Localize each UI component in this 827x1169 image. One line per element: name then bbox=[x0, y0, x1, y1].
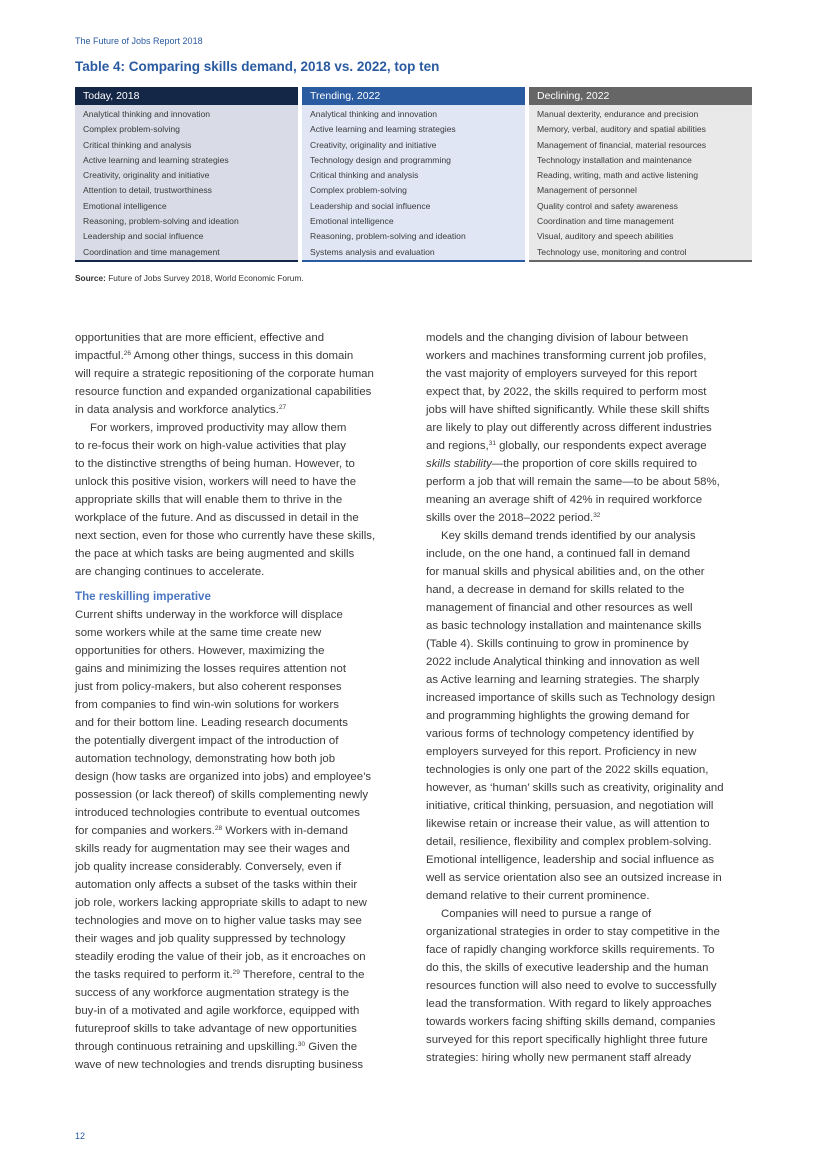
footnote-marker: 28 bbox=[214, 825, 223, 832]
skill-item: Critical thinking and analysis bbox=[83, 139, 192, 150]
line-text: their wages and job quality suppressed by technology bbox=[75, 933, 346, 945]
running-header: The Future of Jobs Report 2018 bbox=[75, 36, 203, 46]
text-line bbox=[75, 509, 403, 527]
line-text: organizational strategies in order to stay competitive in the bbox=[426, 926, 720, 938]
skill-item: Technology use, monitoring and control bbox=[537, 246, 687, 257]
text-line bbox=[426, 995, 754, 1013]
line-text: from companies to find win-win solutions for workers bbox=[75, 699, 339, 711]
line-text: skills over the 2018–2022 period. bbox=[426, 512, 594, 524]
skill-item: Reading, writing, math and active listening bbox=[537, 170, 698, 181]
skills-list-declining bbox=[529, 105, 752, 260]
footnote-marker: 32 bbox=[593, 512, 601, 519]
text-line bbox=[426, 563, 754, 581]
column-header-trending: Trending, 2022 bbox=[302, 87, 525, 105]
text-line bbox=[426, 797, 754, 815]
text-line bbox=[75, 768, 403, 786]
source-text: Future of Jobs Survey 2018, World Economic Forum. bbox=[108, 273, 304, 283]
text-line bbox=[426, 599, 754, 617]
line-text: jobs will have shifted significantly. While these skill shifts bbox=[426, 404, 710, 416]
line-text-continued: Among other things, success in this domain bbox=[130, 350, 354, 362]
line-text: futureproof skills to take advantage of new opportunities bbox=[75, 1023, 357, 1035]
text-line bbox=[426, 959, 754, 977]
line-text: for manual skills and physical abilities and, on the other bbox=[426, 566, 705, 578]
skill-item: Attention to detail, trustworthiness bbox=[83, 185, 212, 196]
skill-item: Analytical thinking and innovation bbox=[310, 109, 438, 119]
skill-item: Manual dexterity, endurance and precision bbox=[537, 109, 699, 119]
text-line bbox=[75, 347, 403, 365]
line-text: and regions, bbox=[426, 440, 489, 452]
text-line bbox=[426, 761, 754, 779]
line-text: various forms of technology competency identified by bbox=[426, 728, 694, 740]
text-line bbox=[426, 527, 754, 545]
text-line bbox=[75, 606, 403, 624]
text-line bbox=[426, 815, 754, 833]
line-text: demand relative to their current prominence. bbox=[426, 890, 650, 902]
text-line bbox=[426, 833, 754, 851]
line-text: (Table 4). Skills continuing to grow in prominence by bbox=[426, 638, 689, 650]
text-line bbox=[426, 581, 754, 599]
text-line bbox=[75, 545, 403, 563]
text-line bbox=[75, 365, 403, 383]
skill-item: Management of financial, material resources bbox=[537, 139, 707, 150]
text-line bbox=[426, 617, 754, 635]
text-line bbox=[426, 473, 754, 491]
text-line bbox=[75, 624, 403, 642]
line-text: 2022 include Analytical thinking and innovation as well bbox=[426, 656, 700, 668]
line-text: detail, resilience, flexibility and complex problem-solving. bbox=[426, 836, 712, 848]
text-line bbox=[75, 527, 403, 545]
line-text: automation only affects a subset of the tasks within their bbox=[75, 879, 358, 891]
line-text: technologies and move on to higher value tasks may see bbox=[75, 915, 362, 927]
text-line bbox=[426, 1031, 754, 1049]
skill-item: Reasoning, problem-solving and ideation bbox=[310, 231, 466, 242]
line-text: job role, workers lacking appropriate skills to adapt to new bbox=[75, 897, 367, 909]
text-line bbox=[75, 401, 403, 419]
line-text: technologies is only one part of the 2022 skills equation, bbox=[426, 764, 709, 776]
line-text: unlock this positive vision, workers will need to have the bbox=[75, 476, 357, 488]
text-line bbox=[426, 653, 754, 671]
skills-list-trending bbox=[302, 105, 525, 260]
line-text: will require a strategic repositioning of the corporate human bbox=[75, 368, 374, 380]
text-line bbox=[426, 455, 754, 473]
column-declining-2022 bbox=[529, 87, 752, 262]
line-text: the pace at which tasks are being augmented and skills bbox=[75, 548, 355, 560]
line-text: automation technology, demonstrating how both job bbox=[75, 753, 336, 765]
text-line bbox=[426, 725, 754, 743]
text-line bbox=[426, 545, 754, 563]
text-line bbox=[75, 642, 403, 660]
line-text: wave of new technologies and trends disrupting business bbox=[75, 1059, 364, 1071]
line-text: resource function and expanded organizational capabilities bbox=[75, 386, 372, 398]
text-line bbox=[426, 1013, 754, 1031]
text-line bbox=[426, 401, 754, 419]
column-header-today: Today, 2018 bbox=[75, 87, 298, 105]
text-line bbox=[75, 948, 403, 966]
text-line bbox=[75, 419, 403, 437]
line-text: employers surveyed for this report. Proficiency in new bbox=[426, 746, 697, 758]
text-line bbox=[426, 365, 754, 383]
line-text: do this, the skills of executive leadership and the human bbox=[426, 962, 709, 974]
text-line bbox=[75, 894, 403, 912]
skill-item: Active learning and learning strategies bbox=[310, 124, 456, 135]
footnote-marker: 27 bbox=[278, 404, 287, 411]
line-text: to re-focus their work on high-value activities that play bbox=[75, 440, 346, 452]
line-text: introduced technologies contribute to eventual outcomes bbox=[75, 807, 360, 819]
text-line bbox=[75, 678, 403, 696]
text-line bbox=[75, 804, 403, 822]
text-line bbox=[75, 858, 403, 876]
line-text: face of rapidly changing workforce skills requirements. To bbox=[426, 944, 715, 956]
line-text: increased importance of skills such as Technology design bbox=[426, 692, 716, 704]
line-text-continued: globally, our respondents expect average bbox=[495, 440, 707, 452]
text-line bbox=[426, 851, 754, 869]
line-text: possession (or lack thereof) of skills complementing newly bbox=[75, 789, 369, 801]
text-line bbox=[75, 984, 403, 1002]
section-heading bbox=[75, 587, 403, 606]
line-text: in data analysis and workforce analytics. bbox=[75, 404, 279, 416]
body-column-right bbox=[426, 329, 754, 1067]
text-line bbox=[75, 1038, 403, 1056]
line-text-continued: Workers with in-demand bbox=[222, 825, 348, 837]
skill-item: Creativity, originality and initiative bbox=[83, 170, 210, 181]
line-text: the potentially divergent impact of the introduction of bbox=[75, 735, 339, 747]
text-line bbox=[75, 1020, 403, 1038]
skill-item: Technology design and programming bbox=[310, 154, 451, 165]
text-line bbox=[426, 383, 754, 401]
footnote-marker: 29 bbox=[232, 969, 240, 976]
line-text: job quality increase considerably. Conversely, even if bbox=[75, 861, 342, 873]
text-line bbox=[75, 912, 403, 930]
line-text: the vast majority of employers surveyed for this report bbox=[426, 368, 697, 380]
line-text: gains and minimizing the losses requires attention not bbox=[75, 663, 346, 675]
line-text: success of any workforce augmentation strategy is the bbox=[75, 987, 350, 999]
line-text: steadily eroding the value of their job, as it encroaches on bbox=[75, 951, 366, 963]
text-line bbox=[426, 671, 754, 689]
line-text: as Active learning and learning strategies. The sharply bbox=[426, 674, 700, 686]
line-text: some workers while at the same time create new bbox=[75, 627, 322, 639]
text-line bbox=[75, 750, 403, 768]
line-text: initiative, critical thinking, persuasion, and negotiation will bbox=[426, 800, 714, 812]
line-text: next section, even for those who currently have these skills, bbox=[75, 530, 376, 542]
line-text: and for their bottom line. Leading research documents bbox=[75, 717, 348, 729]
text-line bbox=[75, 563, 403, 581]
line-text: workplace of the future. And as discussed in detail in the bbox=[75, 512, 359, 524]
line-text: meaning an average shift of 42% in required workforce bbox=[426, 494, 703, 506]
skill-item: Technology installation and maintenance bbox=[537, 154, 692, 165]
line-text: models and the changing division of labour between bbox=[426, 332, 689, 344]
source-label: Source: bbox=[75, 273, 106, 283]
skill-item: Critical thinking and analysis bbox=[310, 170, 419, 181]
line-text: Key skills demand trends identified by our analysis bbox=[441, 530, 696, 542]
skill-item: Leadership and social influence bbox=[310, 200, 431, 211]
line-text: through continuous retraining and upskilling. bbox=[75, 1041, 298, 1053]
text-line bbox=[75, 1056, 403, 1074]
skill-item: Emotional intelligence bbox=[83, 200, 167, 211]
text-line bbox=[75, 455, 403, 473]
text-line bbox=[75, 1002, 403, 1020]
line-text: as basic technology installation and maintenance skills bbox=[426, 620, 702, 632]
skill-item: Coordination and time management bbox=[83, 246, 220, 257]
text-line bbox=[426, 707, 754, 725]
footnote-marker: 26 bbox=[123, 350, 131, 357]
line-text: perform a job that will remain the same—to be about 58%, bbox=[426, 476, 720, 488]
line-text: expect that, by 2022, the skills required to perform most bbox=[426, 386, 707, 398]
line-text: to the distinctive strengths of being human. However, to bbox=[75, 458, 355, 470]
text-line bbox=[75, 930, 403, 948]
skill-item: Complex problem-solving bbox=[83, 124, 180, 135]
text-line bbox=[75, 786, 403, 804]
text-line bbox=[75, 876, 403, 894]
text-line bbox=[426, 905, 754, 923]
line-text-continued: Given the bbox=[305, 1041, 358, 1053]
text-line bbox=[426, 743, 754, 761]
line-text: For workers, improved productivity may allow them bbox=[90, 422, 347, 434]
text-line bbox=[426, 923, 754, 941]
line-text: Current shifts underway in the workforce will displace bbox=[75, 609, 343, 621]
line-text: are likely to play out differently across different industries bbox=[426, 422, 712, 434]
skill-item: Analytical thinking and innovation bbox=[83, 109, 211, 119]
skill-item: Coordination and time management bbox=[537, 216, 674, 227]
line-text: are changing continues to accelerate. bbox=[75, 566, 265, 578]
text-line bbox=[426, 779, 754, 797]
footnote-marker: 31 bbox=[488, 440, 496, 447]
skill-item: Creativity, originality and initiative bbox=[310, 139, 437, 150]
line-text: appropriate skills that will enable them to thrive in the bbox=[75, 494, 343, 506]
skills-table bbox=[75, 87, 752, 262]
line-text: skills ready for augmentation may see their wages and bbox=[75, 843, 350, 855]
line-text: surveyed for this report specifically highlight three future bbox=[426, 1034, 708, 1046]
line-text: just from policy-makers, but also coherent responses bbox=[75, 681, 342, 693]
text-line bbox=[75, 840, 403, 858]
text-line bbox=[426, 635, 754, 653]
text-line bbox=[75, 383, 403, 401]
table-title: Table 4: Comparing skills demand, 2018 vs. 2022, top ten bbox=[75, 59, 440, 74]
line-text-continued: Therefore, central to the bbox=[239, 969, 365, 981]
table-source bbox=[75, 273, 304, 283]
line-text: Emotional intelligence, leadership and social influence as bbox=[426, 854, 715, 866]
line-text-continued: —the proportion of core skills required to bbox=[491, 458, 697, 470]
page-number: 12 bbox=[75, 1131, 86, 1141]
text-line bbox=[426, 689, 754, 707]
line-text: strategies: hiring wholly new permanent staff already bbox=[426, 1052, 692, 1064]
text-line bbox=[75, 822, 403, 840]
text-line bbox=[426, 1049, 754, 1067]
line-text: Companies will need to pursue a range of bbox=[441, 908, 652, 920]
text-line bbox=[426, 869, 754, 887]
text-line bbox=[426, 491, 754, 509]
text-line bbox=[426, 941, 754, 959]
line-text: the tasks required to perform it. bbox=[75, 969, 233, 981]
line-text: opportunities that are more efficient, effective and bbox=[75, 332, 325, 344]
text-line bbox=[426, 437, 754, 455]
text-line bbox=[75, 714, 403, 732]
text-line bbox=[426, 419, 754, 437]
line-text: hand, a decrease in demand for skills related to the bbox=[426, 584, 685, 596]
skill-item: Quality control and safety awareness bbox=[537, 200, 678, 211]
skill-item: Complex problem-solving bbox=[310, 185, 407, 196]
skill-item: Systems analysis and evaluation bbox=[310, 246, 435, 257]
line-text: well as service orientation also see an outsized increase in bbox=[426, 872, 722, 884]
line-text: likewise retain or increase their value, as will attention to bbox=[426, 818, 710, 830]
line-text: towards workers facing shifting skills demand, companies bbox=[426, 1016, 716, 1028]
line-text: opportunities for others. However, maximizing the bbox=[75, 645, 325, 657]
line-text: resources function will also need to evolve to successfully bbox=[426, 980, 717, 992]
line-text: design (how tasks are organized into jobs) and employee’s bbox=[75, 771, 372, 783]
text-line bbox=[426, 329, 754, 347]
text-line bbox=[426, 347, 754, 365]
text-line bbox=[426, 887, 754, 905]
italic-term: skills stability bbox=[426, 458, 492, 470]
text-line bbox=[75, 491, 403, 509]
line-text: management of financial and other resources as well bbox=[426, 602, 693, 614]
line-text: include, on the one hand, a continued fall in demand bbox=[426, 548, 691, 560]
line-text: The reskilling imperative bbox=[75, 590, 211, 603]
skill-item: Visual, auditory and speech abilities bbox=[537, 231, 674, 242]
skill-item: Emotional intelligence bbox=[310, 216, 394, 227]
line-text: and programming highlights the growing demand for bbox=[426, 710, 690, 722]
text-line bbox=[75, 473, 403, 491]
line-text: however, as ‘human’ skills such as creativity, originality and bbox=[426, 782, 724, 794]
column-header-declining: Declining, 2022 bbox=[529, 87, 752, 105]
line-text: lead the transformation. With regard to likely approaches bbox=[426, 998, 712, 1010]
footnote-marker: 30 bbox=[297, 1041, 306, 1048]
text-line bbox=[75, 329, 403, 347]
text-line bbox=[426, 509, 754, 527]
line-text: buy-in of a motivated and agile workforce, equipped with bbox=[75, 1005, 360, 1017]
text-line bbox=[75, 660, 403, 678]
text-line bbox=[75, 966, 403, 984]
line-text: impactful. bbox=[75, 350, 124, 362]
text-line bbox=[75, 437, 403, 455]
column-today-2018 bbox=[75, 87, 298, 262]
text-line bbox=[426, 977, 754, 995]
text-line bbox=[75, 696, 403, 714]
skill-item: Management of personnel bbox=[537, 185, 637, 196]
body-column-left bbox=[75, 329, 403, 1074]
skill-item: Leadership and social influence bbox=[83, 231, 204, 242]
column-trending-2022 bbox=[302, 87, 525, 262]
skill-item: Active learning and learning strategies bbox=[83, 154, 229, 165]
skill-item: Memory, verbal, auditory and spatial abilities bbox=[537, 124, 706, 135]
line-text: workers and machines transforming current job profiles, bbox=[426, 350, 707, 362]
skills-list-today bbox=[75, 105, 298, 260]
skill-item: Reasoning, problem-solving and ideation bbox=[83, 216, 239, 227]
line-text: for companies and workers. bbox=[75, 825, 215, 837]
text-line bbox=[75, 732, 403, 750]
